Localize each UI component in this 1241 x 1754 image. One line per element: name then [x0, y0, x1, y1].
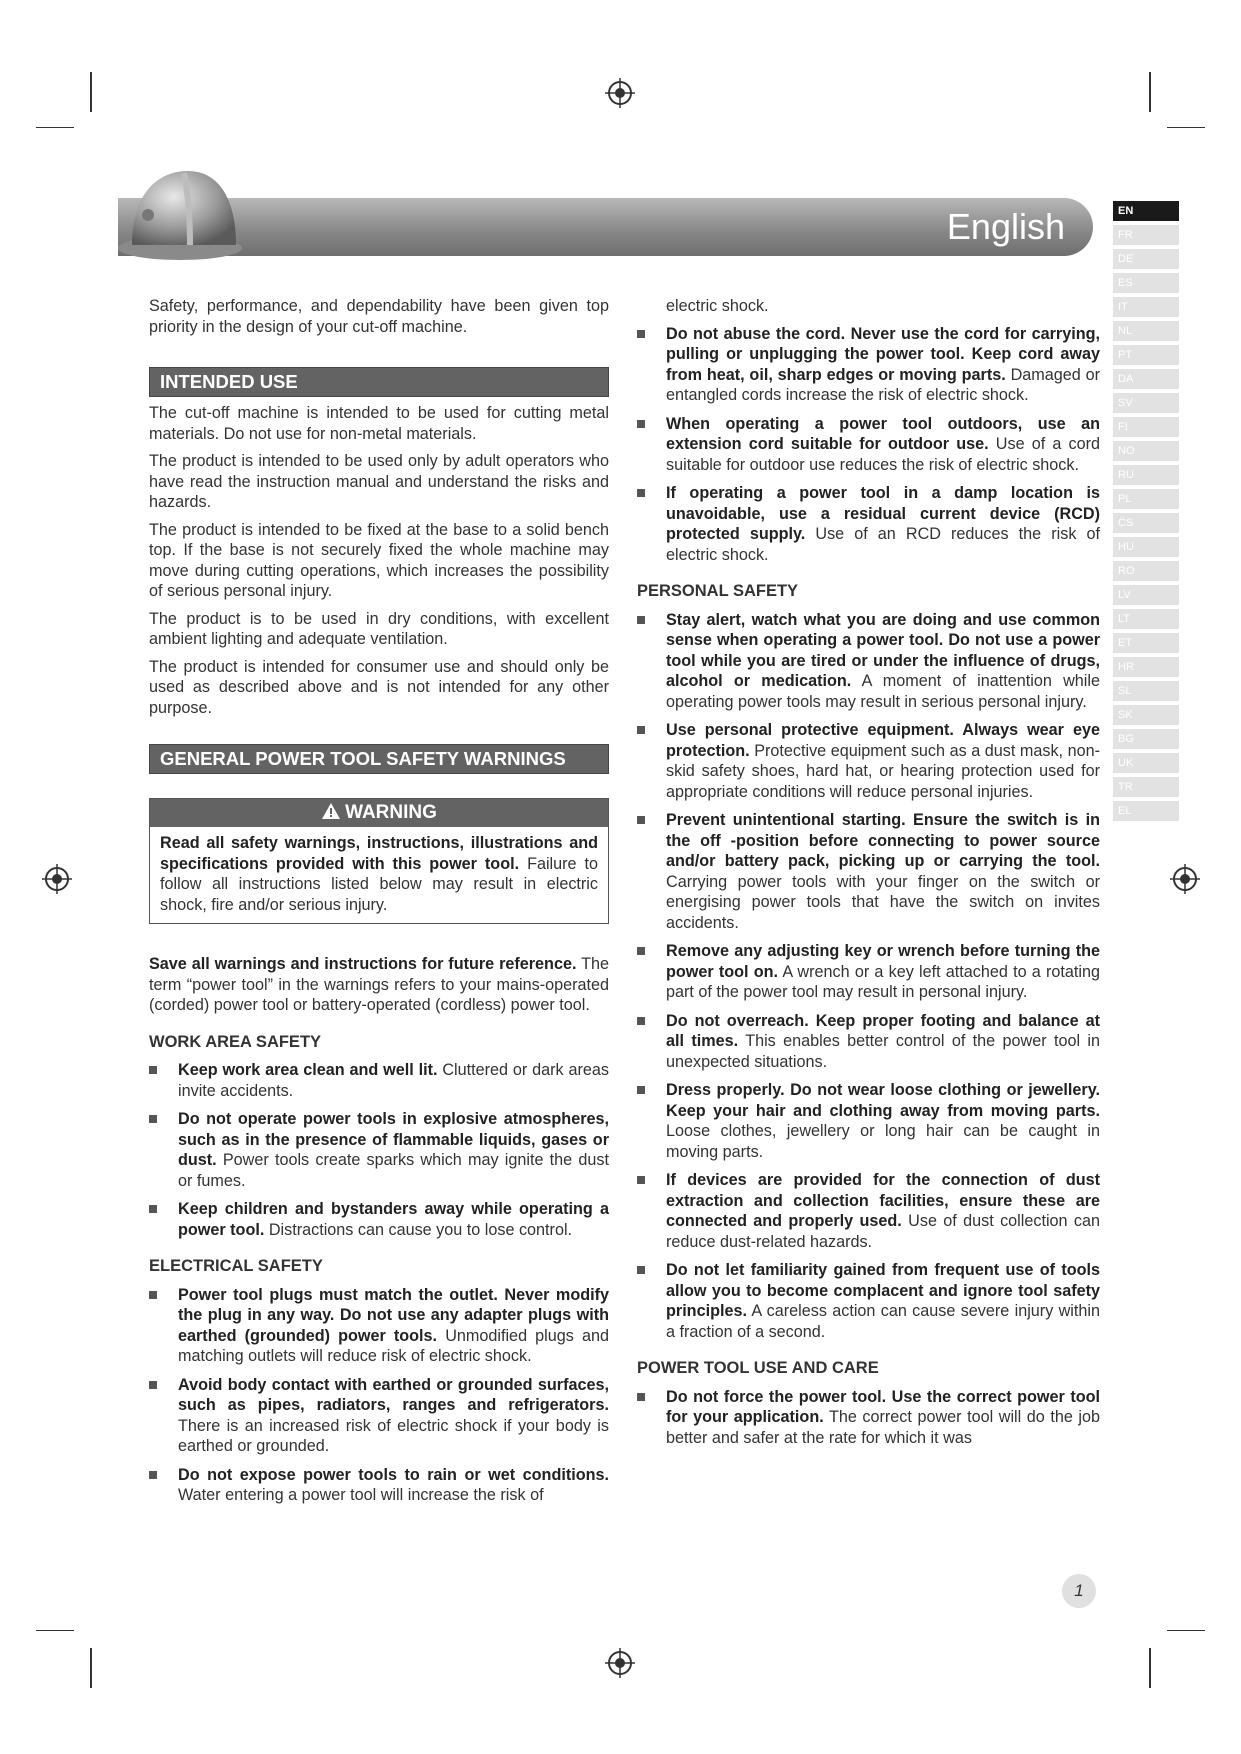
- electrical-list: [149, 1285, 609, 1506]
- lang-tab-de[interactable]: DE: [1113, 249, 1179, 269]
- item-bold-text: Stay alert, watch what you are doing and use common sense when operating a power tool. Do not use a power tool while you are tired or under the influence of drugs, alcohol or medication.: [666, 610, 1100, 690]
- warning-header: [150, 799, 608, 827]
- item-text: Protective equipment such as a dust mask, non-skid safety shoes, hard hat, or hearing protection used for appropriate conditions will reduce personal injuries.: [666, 741, 1100, 801]
- crop-mark: [36, 1630, 74, 1631]
- lang-tab-pl[interactable]: PL: [1113, 489, 1179, 509]
- item-text: Unmodified plugs and matching outlets will reduce risk of electric shock.: [178, 1326, 609, 1365]
- intro-paragraph: Safety, performance, and dependability have been given top priority in the design of your cut-off machine.: [149, 297, 609, 336]
- banner-title: English: [946, 206, 1065, 247]
- square-bullet-icon: [637, 1086, 645, 1094]
- lang-tab-pt[interactable]: PT: [1113, 345, 1179, 365]
- continued-text: electric shock.: [666, 297, 769, 315]
- lang-tab-fr[interactable]: FR: [1113, 225, 1179, 245]
- square-bullet-icon: [637, 616, 645, 624]
- lang-tab-tr[interactable]: TR: [1113, 777, 1179, 797]
- square-bullet-icon: [637, 1393, 645, 1401]
- lang-tab-lt[interactable]: LT: [1113, 609, 1179, 629]
- square-bullet-icon: [637, 420, 645, 428]
- list-item: [637, 483, 1100, 565]
- square-bullet-icon: [149, 1066, 157, 1074]
- item-text: Power tools create sparks which may ignite the dust or fumes.: [178, 1151, 609, 1190]
- crop-mark: [1167, 127, 1205, 128]
- list-item: [149, 1465, 609, 1506]
- crop-mark: [1149, 72, 1151, 112]
- intended-use-paragraph: The product is intended to be used only by adult operators who have read the instruction manual and understand the risks and hazards.: [149, 452, 609, 511]
- electrical-list-continued: [637, 324, 1100, 566]
- crop-mark: [1167, 1630, 1205, 1631]
- item-text: Water entering a power tool will increase the risk of: [178, 1486, 544, 1504]
- item-text: The correct power tool will do the job better and safer at the rate for which it was: [666, 1408, 1101, 1447]
- item-text: A careless action can cause severe injury within a fraction of a second.: [666, 1302, 1100, 1341]
- warning-text: Failure to follow all instructions listed below may result in electric shock, fire and/or serious injury.: [160, 854, 599, 914]
- item-text: Carrying power tools with your finger on the switch or energising power tools that have the switch on invites accidents.: [666, 872, 1100, 932]
- list-item: [637, 720, 1100, 802]
- square-bullet-icon: [637, 330, 645, 338]
- item-bold-text: Do not overreach. Keep proper footing and balance at all times.: [666, 1011, 1100, 1050]
- registration-mark-icon: [42, 864, 72, 894]
- crop-mark: [36, 127, 74, 128]
- lang-tab-hr[interactable]: HR: [1113, 657, 1179, 677]
- intended-use-heading: INTENDED USE: [149, 367, 609, 397]
- item-text: Use of dust collection can reduce dust-related hazards.: [666, 1212, 1100, 1251]
- crop-mark: [90, 72, 92, 112]
- crop-mark: [1149, 1648, 1151, 1688]
- personal-safety-list: [637, 610, 1100, 1343]
- save-bold-text: Save all warnings and instructions for future reference.: [149, 955, 577, 973]
- language-tabs: [1113, 201, 1179, 825]
- lang-tab-it[interactable]: IT: [1113, 297, 1179, 317]
- item-bold-text: Avoid body contact with earthed or grounded surfaces, such as pipes, radiators, ranges and refrigerators.: [178, 1375, 609, 1414]
- item-bold-text: Use personal protective equipment. Always wear eye protection.: [666, 721, 1100, 760]
- list-item: [637, 1170, 1100, 1252]
- list-item: [637, 1387, 1100, 1449]
- hard-hat-icon: [118, 163, 248, 263]
- square-bullet-icon: [637, 1017, 645, 1025]
- item-bold-text: Do not abuse the cord. Never use the cord for carrying, pulling or unplugging the power tool. Keep cord away from heat, oil, sharp edges or moving parts.: [666, 324, 1100, 384]
- item-bold-text: If devices are provided for the connection of dust extraction and collection facilities, ensure these are connected and properly used.: [666, 1171, 1100, 1230]
- square-bullet-icon: [149, 1291, 157, 1299]
- item-text: Damaged or entangled cords increase the risk of electric shock.: [666, 365, 1100, 404]
- list-item: [637, 1011, 1100, 1073]
- item-bold-text: Prevent unintentional starting. Ensure the switch is in the off -position before connecting to power source and/or battery pack, picking up or carrying the tool.: [666, 811, 1100, 870]
- lang-tab-es[interactable]: ES: [1113, 273, 1179, 293]
- item-bold-text: Do not expose power tools to rain or wet conditions.: [178, 1465, 609, 1484]
- lang-tab-en[interactable]: EN: [1113, 201, 1179, 221]
- list-item: [637, 941, 1100, 1003]
- lang-tab-uk[interactable]: UK: [1113, 753, 1179, 773]
- item-text: Loose clothes, jewellery or long hair can be caught in moving parts.: [666, 1122, 1100, 1161]
- item-text: There is an increased risk of electric shock if your body is earthed or grounded.: [178, 1416, 609, 1455]
- item-text: A wrench or a key left attached to a rotating part of the power tool may result in personal injury.: [666, 962, 1100, 1001]
- registration-mark-icon: [1170, 864, 1200, 894]
- item-bold-text: When operating a power tool outdoors, use an extension cord suitable for outdoor use.: [666, 414, 1100, 453]
- electrical-heading: ELECTRICAL SAFETY: [149, 1257, 323, 1275]
- header-banner: [118, 198, 1093, 256]
- item-text: This enables better control of the power tool in unexpected situations.: [666, 1032, 1100, 1071]
- item-bold-text: Dress properly. Do not wear loose clothing or jewellery. Keep your hair and clothing away from moving parts.: [666, 1081, 1100, 1120]
- work-area-list: [149, 1060, 609, 1240]
- lang-tab-sv[interactable]: SV: [1113, 393, 1179, 413]
- intended-use-paragraph: The product is intended to be fixed at the base to a solid bench top. If the base is not securely fixed the whole machine may move during cutting operations, which increases the possibility of serious personal injury.: [149, 520, 609, 600]
- square-bullet-icon: [149, 1471, 157, 1479]
- warning-triangle-icon: [321, 802, 341, 820]
- tool-use-list: [637, 1387, 1100, 1449]
- lang-tab-el[interactable]: EL: [1113, 801, 1179, 821]
- square-bullet-icon: [637, 489, 645, 497]
- lang-tab-da[interactable]: DA: [1113, 369, 1179, 389]
- square-bullet-icon: [637, 816, 645, 824]
- registration-mark-icon: [605, 1648, 635, 1678]
- list-item: [149, 1285, 609, 1367]
- item-bold-text: Keep children and bystanders away while operating a power tool.: [178, 1200, 609, 1239]
- save-paragraph: [149, 954, 609, 1016]
- item-bold-text: Do not let familiarity gained from frequent use of tools allow you to become complacent and ignore tool safety principles.: [666, 1261, 1100, 1320]
- list-item: [149, 1109, 609, 1191]
- item-text: A moment of inattention while operating power tools may result in serious personal injury.: [666, 672, 1100, 711]
- item-text: Use of a cord suitable for outdoor use reduces the risk of electric shock.: [666, 435, 1101, 474]
- lang-tab-no[interactable]: NO: [1113, 441, 1179, 461]
- item-bold-text: Do not force the power tool. Use the correct power tool for your application.: [666, 1387, 1100, 1426]
- left-column: [149, 296, 609, 1514]
- lang-tab-sk[interactable]: SK: [1113, 705, 1179, 725]
- item-bold-text: If operating a power tool in a damp location is unavoidable, use a residual current device (RCD) protected supply.: [666, 484, 1100, 543]
- save-text: The term “power tool” in the warnings refers to your mains-operated (corded) power tool or battery-operated (cordless) power tool.: [149, 955, 609, 1014]
- intended-use-paragraph: The cut-off machine is intended to be used for cutting metal materials. Do not use for non-metal materials.: [149, 404, 609, 443]
- right-column: [637, 296, 1100, 1456]
- warning-body: [150, 827, 608, 923]
- list-item: [149, 1375, 609, 1457]
- square-bullet-icon: [637, 1266, 645, 1274]
- general-warnings-heading: GENERAL POWER TOOL SAFETY WARNINGS: [149, 744, 609, 774]
- lang-tab-bg[interactable]: BG: [1113, 729, 1179, 749]
- warning-bold-text: Read all safety warnings, instructions, illustrations and specifications provided with this power tool.: [160, 834, 598, 873]
- square-bullet-icon: [637, 726, 645, 734]
- item-bold-text: Do not operate power tools in explosive atmospheres, such as in the presence of flammable liquids, gases or dust.: [178, 1110, 609, 1169]
- item-bold-text: Remove any adjusting key or wrench before turning the power tool on.: [666, 942, 1100, 981]
- item-text: Distractions can cause you to lose control.: [268, 1220, 573, 1239]
- list-item: [149, 1199, 609, 1240]
- list-item: [637, 1260, 1100, 1342]
- item-text: Cluttered or dark areas invite accidents.: [178, 1061, 609, 1100]
- square-bullet-icon: [149, 1115, 157, 1123]
- square-bullet-icon: [637, 947, 645, 955]
- square-bullet-icon: [149, 1381, 157, 1389]
- item-text: Use of an RCD reduces the risk of electric shock.: [666, 525, 1100, 564]
- lang-tab-cs[interactable]: CS: [1113, 513, 1179, 533]
- list-item: [149, 1060, 609, 1101]
- lang-tab-hu[interactable]: HU: [1113, 537, 1179, 557]
- item-bold-text: Keep work area clean and well lit.: [178, 1061, 438, 1079]
- crop-mark: [90, 1648, 92, 1688]
- intended-use-paragraph: The product is intended for consumer use and should only be used as described above and is not intended for any other purpose.: [149, 657, 609, 717]
- item-bold-text: Power tool plugs must match the outlet. Never modify the plug in any way. Do not use any adapter plugs with earthed (grounded) power tools.: [178, 1285, 609, 1345]
- work-area-heading: WORK AREA SAFETY: [149, 1032, 322, 1051]
- lang-tab-sl[interactable]: SL: [1113, 681, 1179, 701]
- page-number: 1: [1062, 1574, 1096, 1608]
- personal-safety-heading: PERSONAL SAFETY: [637, 582, 799, 600]
- intended-use-paragraph: The product is to be used in dry conditions, with excellent ambient lighting and adequate ventilation.: [149, 609, 609, 648]
- warning-title: WARNING: [345, 802, 437, 823]
- list-item: [637, 414, 1100, 476]
- warning-box: [149, 798, 609, 924]
- list-item: [637, 324, 1100, 406]
- lang-tab-lv[interactable]: LV: [1113, 585, 1179, 605]
- tool-use-heading: POWER TOOL USE AND CARE: [637, 1359, 879, 1377]
- list-item: [637, 610, 1100, 713]
- lang-tab-nl[interactable]: NL: [1113, 321, 1179, 341]
- list-item: [637, 810, 1100, 933]
- lang-tab-et[interactable]: ET: [1113, 633, 1179, 653]
- square-bullet-icon: [637, 1176, 645, 1184]
- lang-tab-ru[interactable]: RU: [1113, 465, 1179, 485]
- lang-tab-fi[interactable]: FI: [1113, 417, 1179, 437]
- lang-tab-ro[interactable]: RO: [1113, 561, 1179, 581]
- registration-mark-icon: [605, 78, 635, 108]
- list-item: [637, 1080, 1100, 1162]
- square-bullet-icon: [149, 1205, 157, 1213]
